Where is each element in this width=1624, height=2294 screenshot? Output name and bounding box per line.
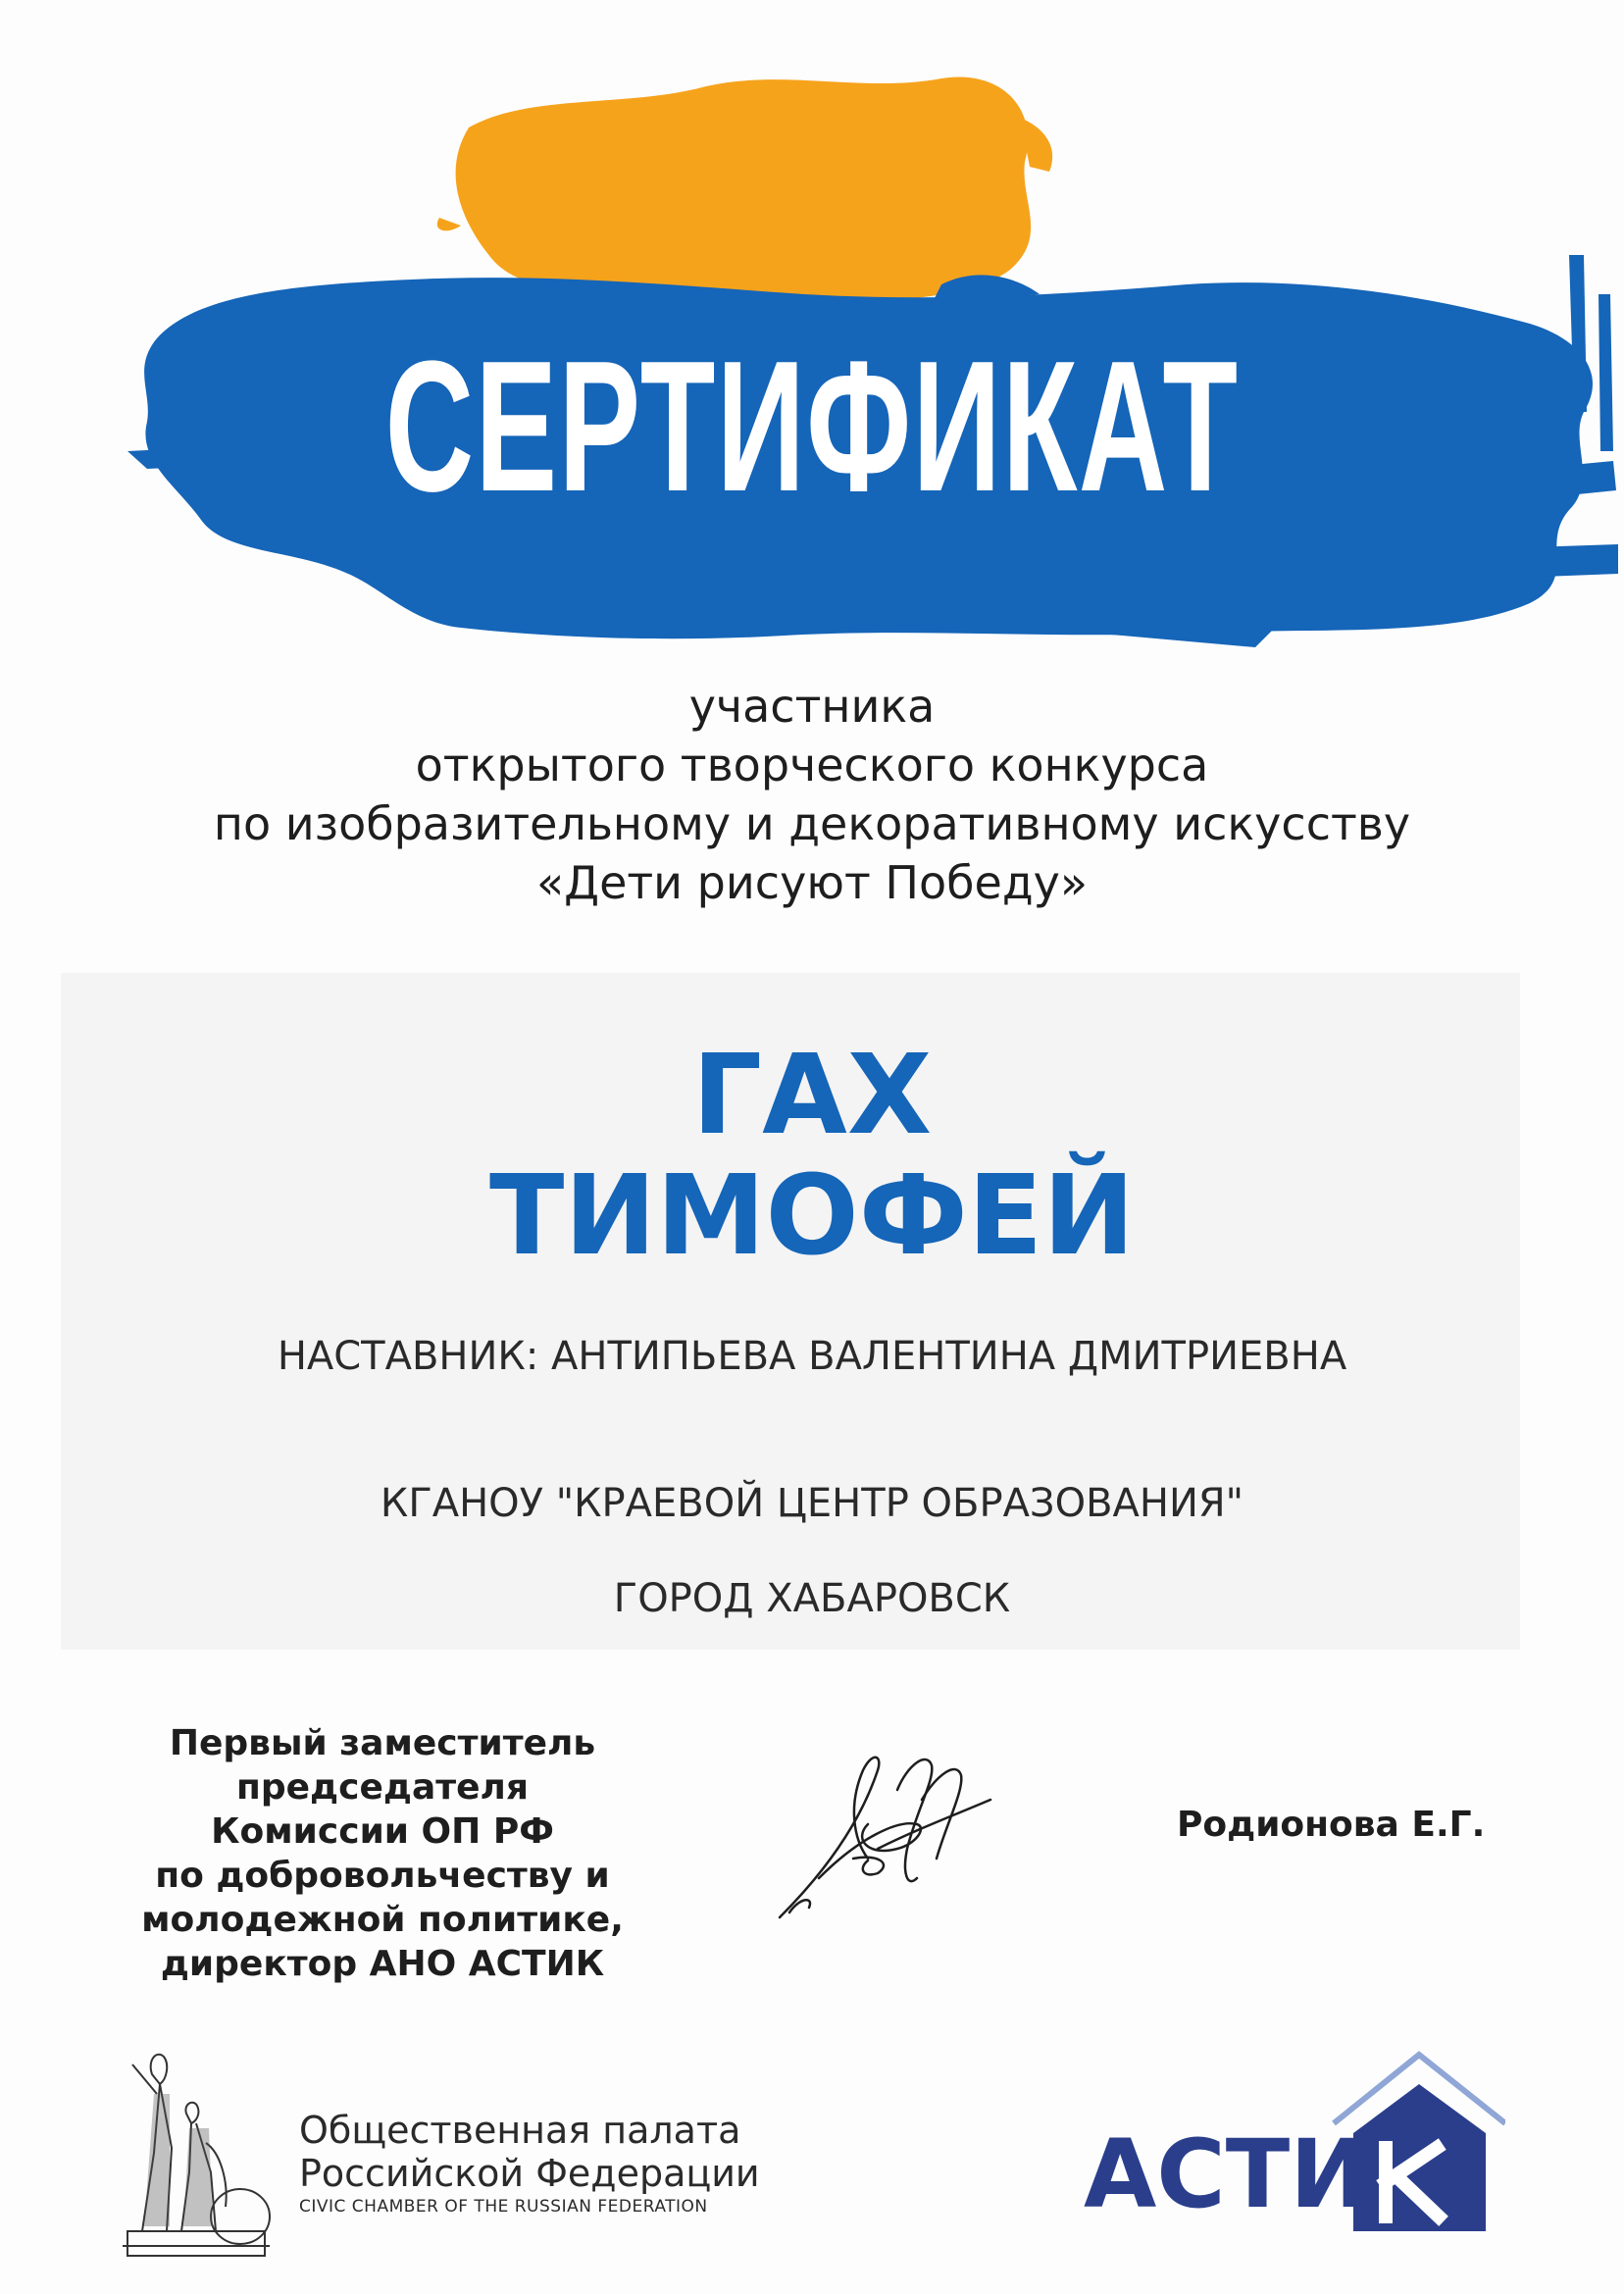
recipient-first-name: ТИМОФЕЙ [488,1152,1136,1280]
position-line: директор АНО АСТИК [160,1944,605,1984]
position-line: Первый заместитель [169,1723,596,1763]
subtitle-line: «Дети рисуют Победу» [535,856,1089,909]
signatory-name: Родионова Е.Г. [1177,1805,1486,1845]
certificate-subtitle [0,677,1624,912]
civic-chamber-line3: CIVIC CHAMBER OF THE RUSSIAN FEDERATION [299,2197,708,2217]
subtitle-line: участника [688,680,936,733]
position-line: по добровольчеству и [155,1856,610,1896]
astik-logo-text: АСТИ [1084,2119,1369,2229]
position-line: молодежной политике, [141,1900,624,1940]
position-line: председателя [235,1767,530,1808]
position-line: Комиссии ОП РФ [211,1811,554,1852]
organization-line: КГАНОУ "КРАЕВОЙ ЦЕНТР ОБРАЗОВАНИЯ" [380,1481,1244,1526]
mentor-line: НАСТАВНИК: АНТИПЬЕВА ВАЛЕНТИНА ДМИТРИЕВНА [277,1334,1347,1379]
city-line: ГОРОД ХАБАРОВСК [613,1576,1011,1621]
civic-chamber-text [299,2109,760,2218]
civic-chamber-line2: Российской Федерации [299,2152,760,2195]
civic-chamber-line1: Общественная палата [299,2109,741,2152]
signatory-position [108,1721,657,1986]
subtitle-line: по изобразительному и декоративному искусству [213,797,1411,850]
certificate-title: СЕРТИФИКАТ [384,323,1240,531]
recipient-last-name: ГАХ [691,1032,933,1159]
monument-minin-pozharsky-icon [113,2035,279,2261]
subtitle-line: открытого творческого конкурса [415,739,1209,791]
handwritten-signature-icon [760,1731,995,1927]
